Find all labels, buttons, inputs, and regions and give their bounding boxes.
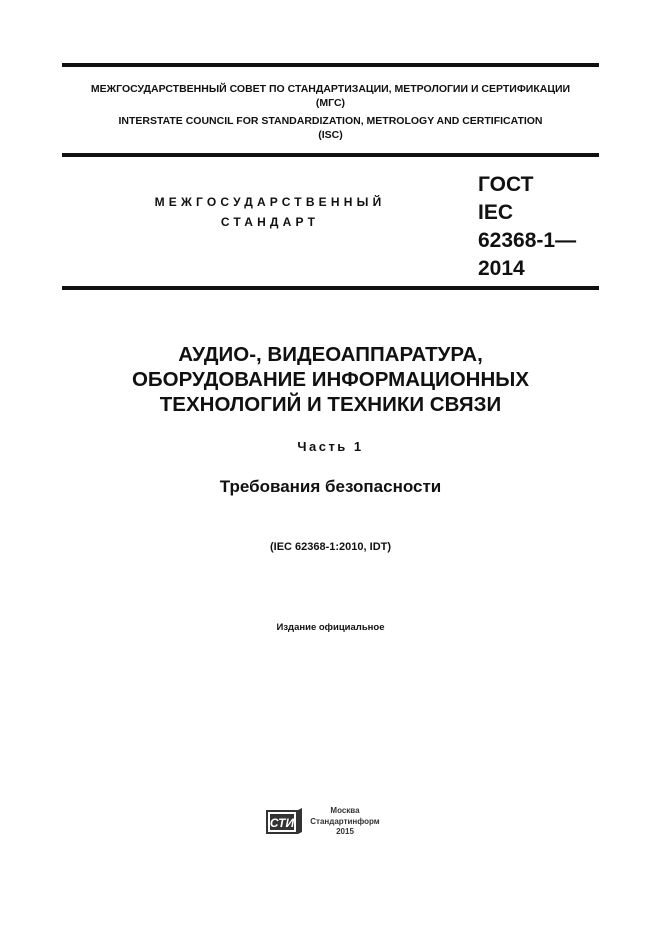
edition-note: Издание официальное <box>276 622 385 633</box>
publisher-city: Москва <box>330 806 360 815</box>
title-line: ТЕХНОЛОГИЙ И ТЕХНИКИ СВЯЗИ <box>159 393 502 416</box>
standard-designation <box>478 171 576 283</box>
designation-line: IEC <box>478 201 514 224</box>
designation-line: ГОСТ <box>478 173 534 196</box>
council-en: INTERSTATE COUNCIL FOR STANDARDIZATION, METROLOGY AND CERTIFICATION <box>118 115 543 127</box>
bottom-rule <box>62 286 599 290</box>
standartinform-logo <box>264 806 304 836</box>
publisher-info <box>310 806 380 838</box>
part-label: Часть 1 <box>297 439 364 454</box>
iec-reference: (IEC 62368-1:2010, IDT) <box>269 541 392 553</box>
council-ru: МЕЖГОСУДАРСТВЕННЫЙ СОВЕТ ПО СТАНДАРТИЗАЦИИ, МЕТРОЛОГИИ И СЕРТИФИКАЦИИ <box>90 83 571 95</box>
document-title <box>62 342 599 417</box>
title-line: ОБОРУДОВАНИЕ ИНФОРМАЦИОННЫХ <box>131 368 530 391</box>
top-rule <box>62 63 599 67</box>
designation-line: 2014 <box>478 257 525 280</box>
council-en-abbr: (ISC) <box>318 129 343 141</box>
designation-line: 62368-1— <box>478 229 577 252</box>
standard-type-line2: СТАНДАРТ <box>220 215 320 229</box>
council-ru-abbr: (МГС) <box>315 97 346 109</box>
subtitle: Требования безопасности <box>219 477 442 496</box>
publisher-year: 2015 <box>336 827 354 836</box>
svg-text:СТИ: СТИ <box>269 816 295 830</box>
title-line: АУДИО-, ВИДЕОАППАРАТУРА, <box>178 343 483 366</box>
middle-rule <box>62 153 599 157</box>
standard-type-line1: МЕЖГОСУДАРСТВЕННЫЙ <box>154 195 386 209</box>
publisher-name: Стандартинформ <box>310 816 380 826</box>
